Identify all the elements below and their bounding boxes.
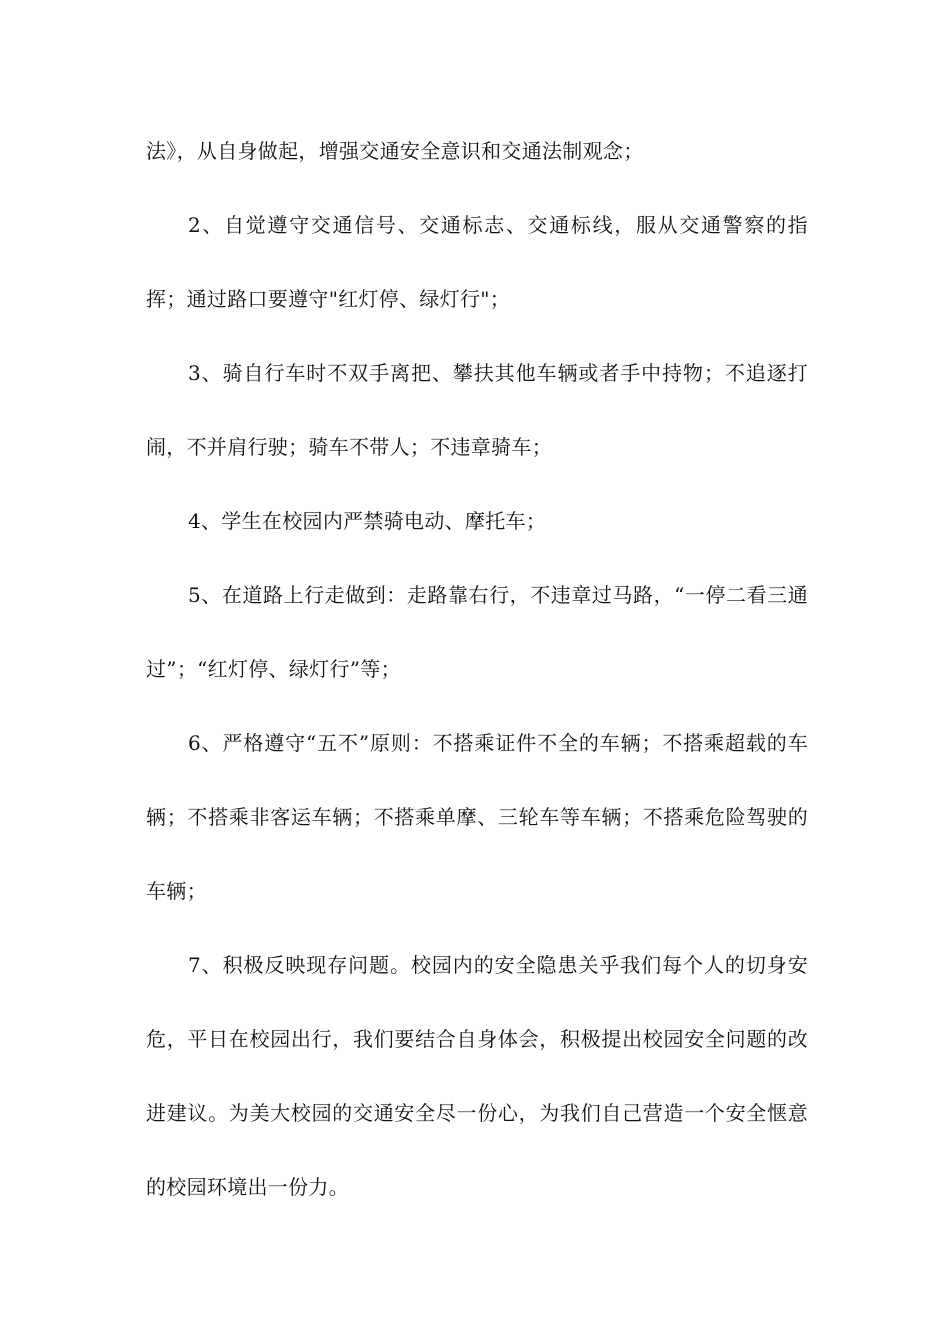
paragraph-rule-7: 7、积极反映现存问题。校园内的安全隐患关乎我们每个人的切身安危，平日在校园出行，我们要结合自身体会，积极提出校园安全问题的改进建议。为美大校园的交通安全尽一份心，为我们自己营造一个安全惬意的校园环境出一份力。 [146, 953, 808, 1199]
paragraph-rule-2: 2、自觉遵守交通信号、交通标志、交通标线，服从交通警察的指挥；通过路口要遵守"红灯停、绿灯行"； [146, 213, 808, 311]
document-body [146, 114, 808, 1224]
paragraph-rule-6: 6、严格遵守“五不”原则：不搭乘证件不全的车辆；不搭乘超载的车辆；不搭乘非客运车辆；不搭乘单摩、三轮车等车辆；不搭乘危险驾驶的车辆； [146, 731, 808, 903]
paragraph-continuation: 法》，从自身做起，增强交通安全意识和交通法制观念； [146, 139, 644, 163]
paragraph-rule-5: 5、在道路上行走做到：走路靠右行，不违章过马路，“一停二看三通过”；“红灯停、绿灯行”等； [146, 583, 808, 681]
paragraph-rule-4: 4、学生在校园内严禁骑电动、摩托车； [188, 509, 547, 533]
paragraph-rule-3: 3、骑自行车时不双手离把、攀扶其他车辆或者手中持物；不追逐打闹，不并肩行驶；骑车不带人；不违章骑车； [146, 361, 808, 459]
